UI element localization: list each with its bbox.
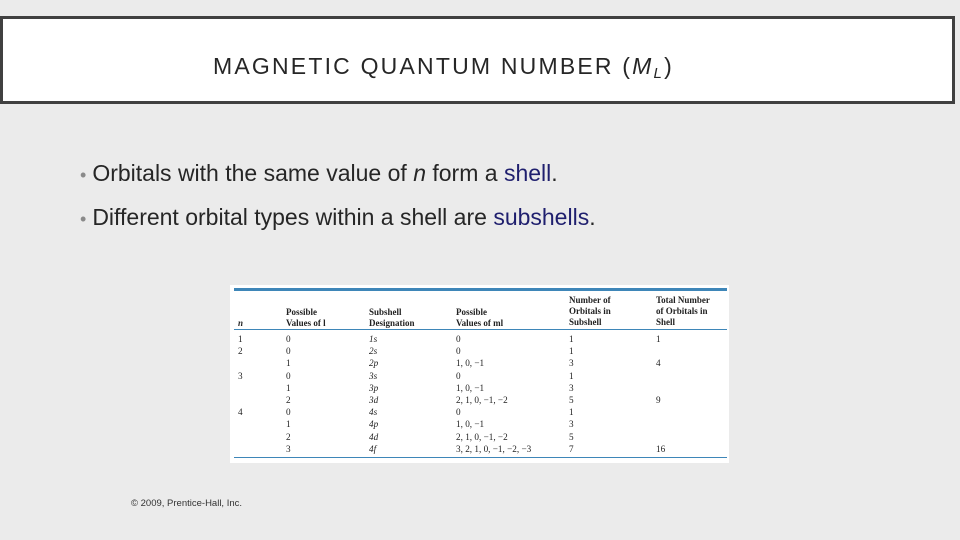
cell-ml: 0 xyxy=(456,407,461,418)
cell-sub: 4d xyxy=(369,431,379,442)
bullet-text: . xyxy=(589,204,596,230)
slide-title xyxy=(213,53,674,82)
header-l xyxy=(286,307,326,329)
quantum-number-table xyxy=(230,285,729,463)
cell-num: 3 xyxy=(569,358,574,369)
cell-tot: 1 xyxy=(656,334,661,344)
cell-l: 0 xyxy=(286,407,291,418)
bullet-text: form a xyxy=(425,160,504,186)
bullet-italic: n xyxy=(413,160,426,186)
cell-l: 2 xyxy=(286,431,291,442)
bullet-term: subshells xyxy=(493,204,590,230)
title-text: MAGNETIC QUANTUM NUMBER ( xyxy=(213,53,633,79)
header-num-orbitals xyxy=(569,295,611,328)
table-row xyxy=(230,443,729,455)
cell-tot: 9 xyxy=(656,395,661,405)
table-header-rule xyxy=(234,329,727,330)
table-row xyxy=(230,418,729,430)
header-line: Values of l xyxy=(286,318,326,328)
title-box xyxy=(0,16,955,104)
cell-l: 2 xyxy=(286,395,291,405)
header-line: Values of ml xyxy=(456,318,504,328)
cell-l: 1 xyxy=(286,382,291,393)
cell-ml: 1, 0, −1 xyxy=(456,419,485,430)
cell-num: 7 xyxy=(569,443,574,454)
title-close-paren: ) xyxy=(664,53,674,79)
cell-num: 1 xyxy=(569,334,574,344)
cell-l: 1 xyxy=(286,358,291,369)
bullet-dot-icon: • xyxy=(80,209,87,229)
bullet-text: Different orbital types within a shell are xyxy=(92,204,494,230)
table-row xyxy=(230,345,729,357)
cell-ml: 3, 2, 1, 0, −1, −2, −3 xyxy=(456,443,532,454)
table-row xyxy=(230,357,729,369)
table-top-rule xyxy=(234,288,727,291)
header-line: Number of xyxy=(569,295,611,305)
bullet-text: Orbitals with the same value of xyxy=(92,160,414,186)
cell-sub: 4p xyxy=(369,419,379,430)
cell-sub: 1s xyxy=(369,334,378,344)
table-row xyxy=(230,394,729,406)
cell-tot: 4 xyxy=(656,358,661,369)
header-line: Shell xyxy=(656,317,676,327)
cell-ml: 0 xyxy=(456,334,461,344)
cell-n: 1 xyxy=(238,334,243,344)
cell-ml: 2, 1, 0, −1, −2 xyxy=(456,431,508,442)
cell-tot: 16 xyxy=(656,443,666,454)
cell-num: 1 xyxy=(569,346,574,357)
table-row xyxy=(230,370,729,382)
header-line: Possible xyxy=(456,307,488,317)
cell-ml: 2, 1, 0, −1, −2 xyxy=(456,395,508,405)
cell-ml: 1, 0, −1 xyxy=(456,358,485,369)
header-line: Designation xyxy=(369,318,415,328)
bullet-text: . xyxy=(551,160,558,186)
header-ml xyxy=(456,307,503,329)
cell-ml: 1, 0, −1 xyxy=(456,382,485,393)
cell-sub: 3d xyxy=(369,395,379,405)
header-line: Subshell xyxy=(369,307,402,317)
cell-l: 3 xyxy=(286,443,291,454)
cell-sub: 4s xyxy=(369,407,378,418)
copyright-text: © 2009, Prentice-Hall, Inc. xyxy=(131,498,243,509)
ml-symbol xyxy=(632,53,665,82)
cell-sub: 2s xyxy=(369,346,378,357)
header-line: Orbitals in xyxy=(569,306,611,316)
cell-num: 3 xyxy=(569,382,574,393)
header-line: Total Number xyxy=(656,295,710,305)
cell-num: 5 xyxy=(569,395,574,405)
bullet-dot-icon: • xyxy=(80,165,87,185)
bullet-list xyxy=(80,160,596,248)
cell-num: 5 xyxy=(569,431,574,442)
table-row xyxy=(230,382,729,394)
cell-sub: 3s xyxy=(369,370,378,381)
cell-num: 1 xyxy=(569,370,574,381)
header-total-orbitals xyxy=(656,295,710,328)
header-subshell xyxy=(369,307,415,329)
ml-subscript: L xyxy=(653,65,665,82)
header-line: of Orbitals in xyxy=(656,306,708,316)
cell-l: 0 xyxy=(286,370,291,381)
table-row xyxy=(230,333,729,345)
ml-letter: M xyxy=(632,53,654,79)
cell-num: 3 xyxy=(569,419,574,430)
cell-l: 0 xyxy=(286,346,291,357)
cell-l: 0 xyxy=(286,334,291,344)
cell-n: 2 xyxy=(238,346,243,357)
bullet-item xyxy=(80,160,596,188)
table-bottom-rule xyxy=(234,457,727,458)
header-n: n xyxy=(238,318,244,328)
header-line: Subshell xyxy=(569,317,602,327)
cell-n: 3 xyxy=(238,370,243,381)
table-row xyxy=(230,406,729,418)
header-line: Possible xyxy=(286,307,318,317)
bullet-term: shell xyxy=(503,160,552,186)
cell-num: 1 xyxy=(569,407,574,418)
cell-sub: 4f xyxy=(369,443,377,454)
table-row xyxy=(230,431,729,443)
cell-ml: 0 xyxy=(456,346,461,357)
cell-sub: 3p xyxy=(369,382,379,393)
cell-n: 4 xyxy=(238,407,243,418)
cell-sub: 2p xyxy=(369,358,379,369)
cell-l: 1 xyxy=(286,419,291,430)
bullet-item xyxy=(80,204,596,232)
cell-ml: 0 xyxy=(456,370,461,381)
